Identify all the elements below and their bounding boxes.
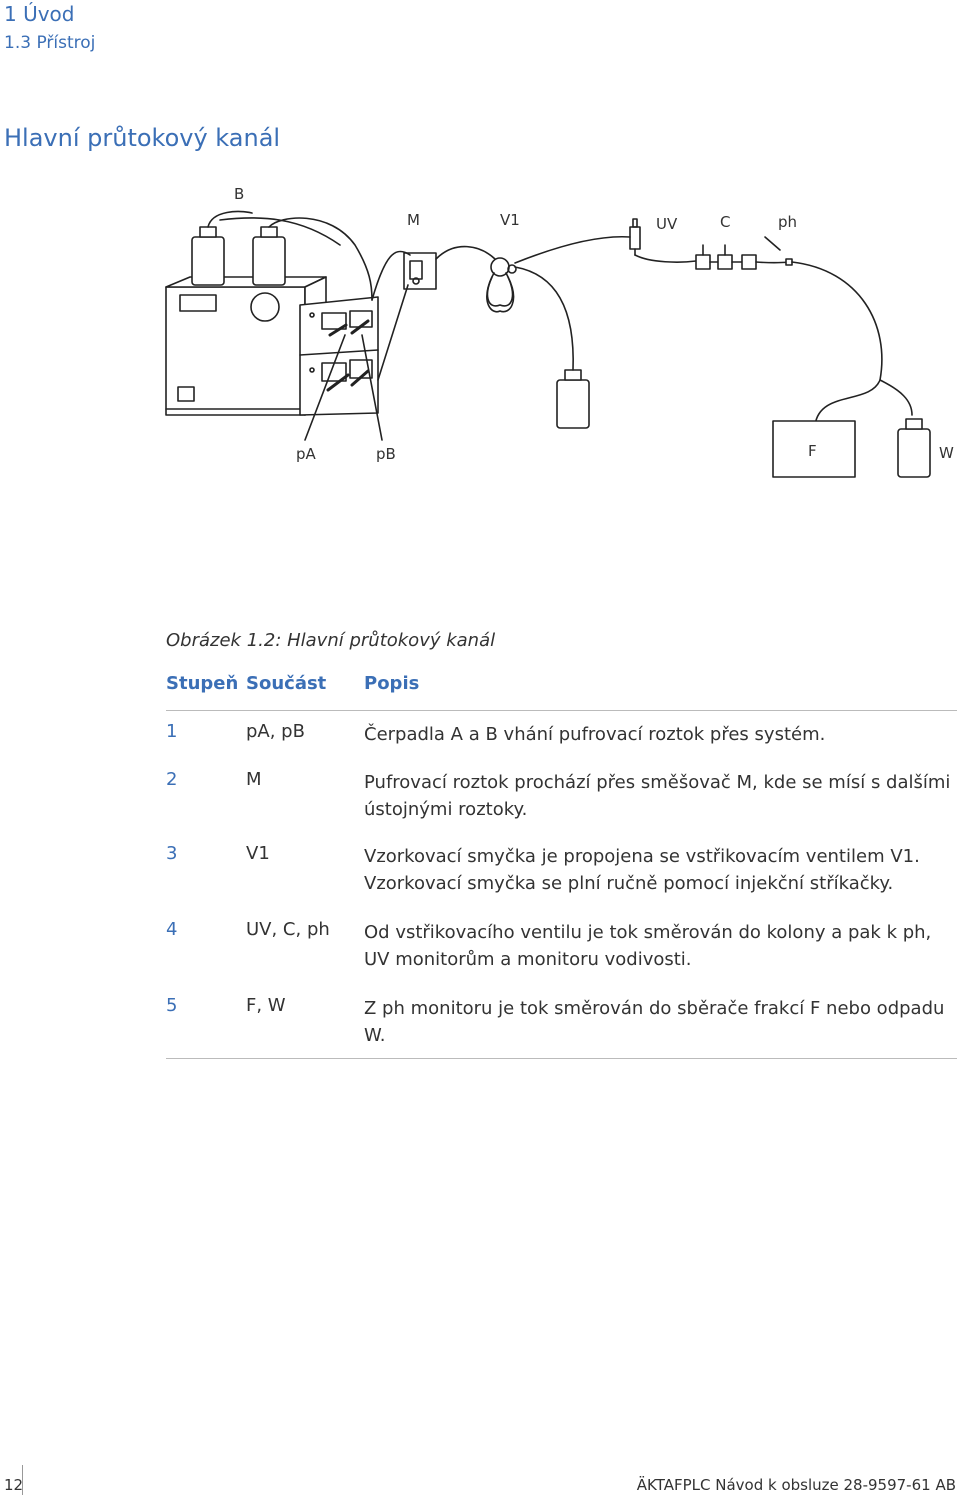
label-W: W xyxy=(939,444,954,462)
mixer-M xyxy=(404,253,436,289)
waste-bottle-W xyxy=(898,419,930,477)
steps-table xyxy=(166,670,957,1057)
row-desc: Z ph monitoru je tok směrován do sběrače frakcí F nebo odpadu W. xyxy=(364,998,945,1046)
row-part: pA, pB xyxy=(246,721,305,742)
label-ph: ph xyxy=(778,213,798,231)
label-V1: V1 xyxy=(500,211,520,229)
row-step: 2 xyxy=(166,769,178,790)
column xyxy=(630,219,640,255)
label-pB: pB xyxy=(376,445,396,463)
conductivity-monitor-C xyxy=(718,245,732,269)
chapter-heading: 1 Úvod xyxy=(4,2,75,26)
bottle-B2 xyxy=(253,227,285,285)
row-part: V1 xyxy=(246,843,270,864)
flow-path-diagram xyxy=(0,175,960,505)
row-step: 5 xyxy=(166,995,178,1016)
row-part: UV, C, ph xyxy=(246,919,330,940)
document-id: ÄKTAFPLC Návod k obsluze 28-9597-61 AB xyxy=(636,1476,956,1494)
section-heading: 1.3 Přístroj xyxy=(4,33,96,53)
figure-caption: Obrázek 1.2: Hlavní průtokový kanál xyxy=(166,630,496,651)
row-part: M xyxy=(246,769,262,790)
injection-valve-V1 xyxy=(487,258,516,312)
label-M: M xyxy=(407,211,420,229)
row-part: F, W xyxy=(246,995,286,1016)
table-row xyxy=(166,769,957,843)
row-desc: Od vstřikovacího ventilu je tok směrován do kolony a pak k ph, UV monitorům a monitoru vodivosti. xyxy=(364,922,932,970)
row-desc: Pufrovací roztok prochází přes směšovač M, kde se mísí s dalšími ústojnými roztoky. xyxy=(364,772,951,820)
header-step: Stupeň xyxy=(166,673,239,694)
table-row xyxy=(166,995,957,1057)
table-row xyxy=(166,919,957,995)
label-UV: UV xyxy=(656,215,678,233)
table-bottom-rule xyxy=(166,1058,957,1059)
label-F: F xyxy=(808,442,817,460)
ph-monitor xyxy=(742,237,780,269)
label-C: C xyxy=(720,213,731,231)
page-number: 12 xyxy=(4,1476,24,1494)
sample-bottle xyxy=(557,370,589,428)
label-B: B xyxy=(234,185,245,203)
row-step: 4 xyxy=(166,919,178,940)
page-title: Hlavní průtokový kanál xyxy=(4,124,281,152)
row-desc: Vzorkovací smyčka je propojena se vstřikovacím ventilem V1. Vzorkovací smyčka se plní ručně pomocí injekční stříkačky. xyxy=(364,846,920,894)
uv-monitor xyxy=(696,245,710,269)
table-row xyxy=(166,721,957,769)
bottle-B1 xyxy=(192,227,224,285)
label-pA: pA xyxy=(296,445,316,463)
row-desc: Čerpadla A a B vhání pufrovací roztok přes systém. xyxy=(364,724,826,745)
row-step: 3 xyxy=(166,843,178,864)
row-step: 1 xyxy=(166,721,178,742)
header-part: Součást xyxy=(246,673,327,694)
table-row xyxy=(166,843,957,919)
table-header xyxy=(166,670,957,711)
header-desc: Popis xyxy=(364,673,420,694)
